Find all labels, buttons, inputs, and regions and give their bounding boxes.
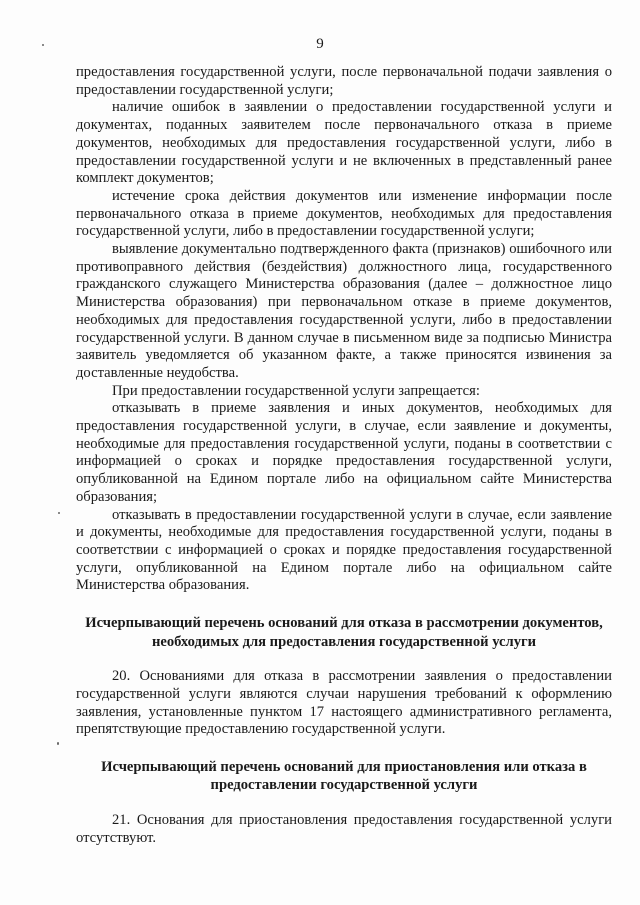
paragraph: отказывать в предоставлении государственной услуги в случае, если заявление и документы, необходимые для предоставления государственной услуги, поданы в соответствии с информацией о сроках и порядке предоставления государственной услуги, опубликованной на Едином портале либо на официальном сайте Министерства образования. [76,506,612,594]
scan-speck [58,512,60,514]
spacer [76,739,612,758]
paragraph: При предоставлении государственной услуги запрещается: [112,382,480,399]
paragraph: истечение срока действия документов или изменение информации после первоначального отказа в приеме документов, необходимых для предоставления государственной услуги, либо в предоставлении государственной услуги; [76,187,612,240]
scan-speck [42,44,44,46]
paragraph: наличие ошибок в заявлении о предоставлении государственной услуги и документах, поданных заявителем после первоначального отказа в приеме документов, необходимых для предоставления государственной услуги, либо в предоставлении государственной услуги и не включенных в представленный ранее комплект документов; [76,99,612,187]
paragraph: 20. Основаниями для отказа в рассмотрении заявления о предоставлении государственной услуги являются случаи нарушения требований к оформлению заявления, установленные пунктом 17 настоящего административного регламента, препятствующие предоставлению государственной услуги. [76,668,612,738]
spacer [76,595,612,614]
section-heading: Исчерпывающий перечень оснований для приостановления или отказа в предоставлении государственной услуги [101,758,587,794]
section-heading: Исчерпывающий перечень оснований для отказа в рассмотрении документов, необходимых для предоставления государственной услуги [85,615,603,650]
paragraph: отказывать в приеме заявления и иных документов, необходимых для предоставления государственной услуги, в случае, если заявление и документы, необходимые для предоставления государственной услуги, поданы в соответствии с информацией о сроках и порядке предоставления государственной услуги, опубликованной на Едином портале либо на официальном сайте Министерства образования; [76,400,612,505]
spacer [76,651,612,668]
scan-speck [57,742,59,745]
page-number: 9 [316,36,324,52]
paragraph: 21. Основания для приостановления предоставления государственной услуги отсутствуют. [76,811,612,846]
document-body [76,64,612,847]
spacer [76,795,612,812]
paragraph: предоставления государственной услуги, после первоначальной подачи заявления о предоставлении государственной услуги; [76,64,612,98]
paragraph: выявление документально подтвержденного факта (признаков) ошибочного или противоправного действия (бездействия) должностного лица, государственного гражданского служащего Министерства образования (далее – должностное лицо Министерства образования) при первоначальном отказе в приеме документов, необходимых для предоставления государственной услуги, либо в предоставлении государственной услуги. В данном случае в письменном виде за подписью Министра заявитель уведомляется об указанном факте, а также приносятся извинения за доставленные неудобства. [76,241,612,381]
